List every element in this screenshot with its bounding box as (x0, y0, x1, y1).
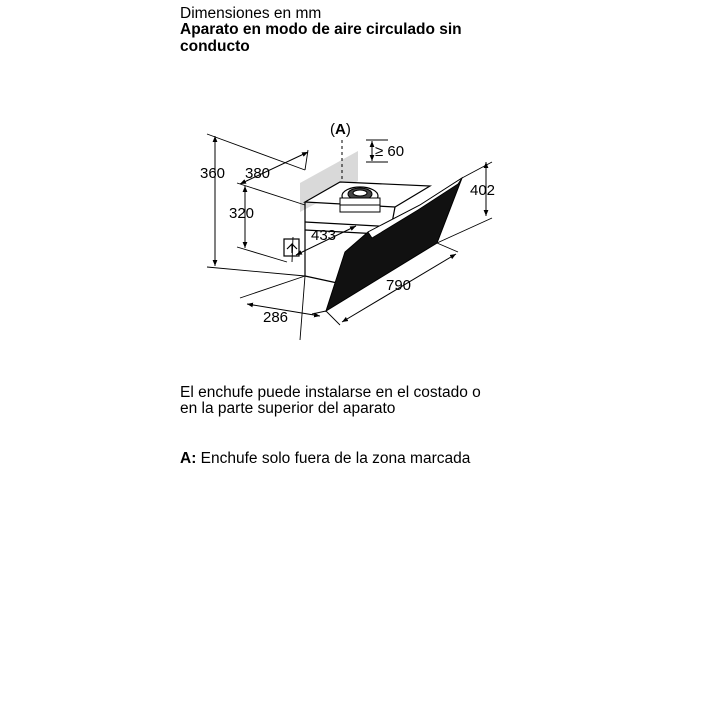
socket-icon (284, 239, 299, 256)
dim-label-380: 380 (245, 165, 271, 182)
dim-label-433: 433 (311, 227, 337, 244)
dim-label-320: 320 (229, 205, 255, 222)
legend-text: Enchufe solo fuera de la zona marcada (196, 450, 471, 467)
legend-key: A: (180, 450, 197, 467)
dim-label-286: 286 (263, 309, 289, 326)
dim-label-402: 402 (470, 182, 496, 199)
dim-label-790: 790 (386, 277, 412, 294)
dim-label-ge60: ≥ 60 (375, 143, 405, 160)
legend-a (180, 450, 470, 468)
zone-label-a: (A) (330, 121, 351, 138)
fan-motor-icon (340, 187, 380, 212)
note-line1: El enchufe puede instalarse en el costado o (180, 384, 481, 401)
note-line2: en la parte superior del aparato (180, 400, 396, 417)
dim-label-360: 360 (200, 165, 226, 182)
caption-mode-line2: conducto (180, 38, 250, 55)
caption-mode-line1: Aparato en modo de aire circulado sin (180, 21, 462, 38)
caption-units: Dimensiones en mm (180, 5, 322, 22)
